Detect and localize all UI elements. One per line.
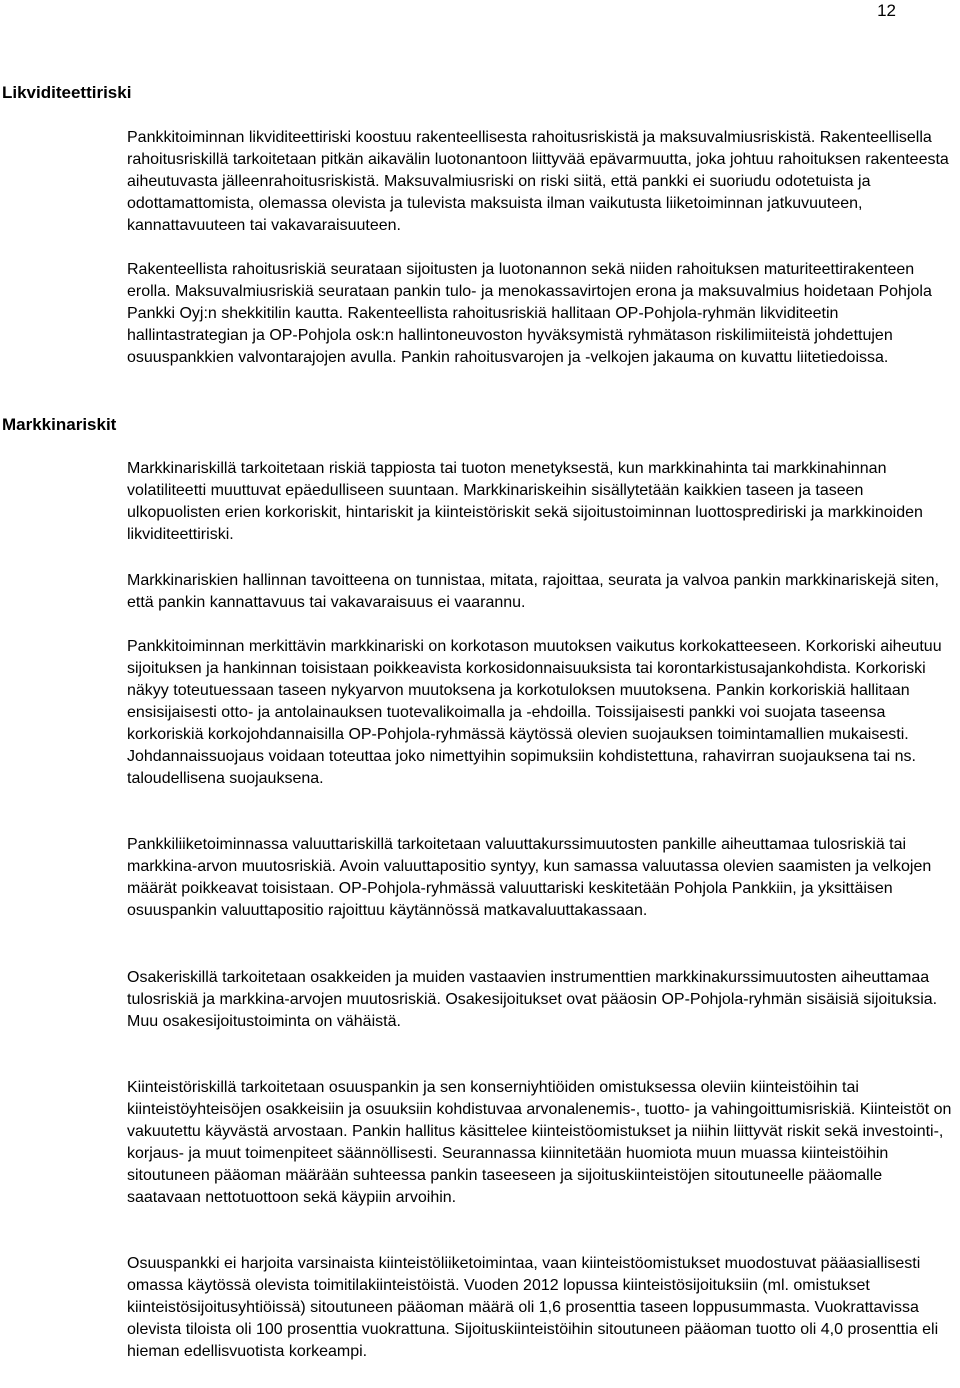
page-number: 12 xyxy=(877,1,896,20)
paragraph xyxy=(127,834,959,922)
paragraph xyxy=(127,636,959,790)
paragraph-text: Pankkitoiminnan merkittävin markkinariski on korkotason muutoksen vaikutus korkokatteeseen. Korkoriski aiheutuu sijoituksen ja hankinnan toisistaan poikkeavista korkosidonnaisuuksista tai korontarkistusajankohdista. Korkoriski näkyy toteutuessaan taseen nykyarvon muutoksena ja korkotuloksen muutoksena. Pankin korkoriskiä hallitaan ensisijaisesti otto- ja antolainauksen tuotevalikoimalla ja -ehdoilla. Toissijaisesti pankki voi suojata taseensa korkoriskiä korkojohdannaisilla OP-Pohjola-ryhmässä käytössä olevien suojauksen toimintamallien mukaisesti. Johdannaissuojaus voidaan toteuttaa joko nimettyihin sopimuksiin kohdistettuna, rahavirran suojauksena tai ns. taloudellisena suojauksena. xyxy=(127,638,942,787)
paragraph-text: Osakeriskillä tarkoitetaan osakkeiden ja muiden vastaavien instrumenttien markkinakurssimuutosten aiheuttamaa tulosriskiä ja markkina-arvojen muutosriskiä. Osakesijoitukset ovat pääosin OP-Pohjola-ryhmän sisäisiä sijoituksia. Muu osakesijoitustoiminta on vähäistä. xyxy=(127,969,938,1030)
paragraph-text: Markkinariskien hallinnan tavoitteena on tunnistaa, mitata, rajoittaa, seurata ja valvoa pankin markkinariskejä siten, että pankin kannattavuus tai vakavaraisuus ei vaarannu. xyxy=(127,572,939,611)
paragraph xyxy=(127,127,959,237)
paragraph-text: Markkinariskillä tarkoitetaan riskiä tappiosta tai tuoton menetyksestä, kun markkinahinta tai markkinahinnan volatiliteetti muuttuvat epäedulliseen suuntaan. Markkinariskeihin sisällytetään kaikkien taseen ja taseen ulkopuolisten erien korkoriskit, hintariskit ja kiinteistöriskit sekä sijoitustoiminnan luottosprediriski ja markkinoiden likviditeettiriski. xyxy=(127,460,923,543)
paragraph xyxy=(127,259,959,369)
paragraph xyxy=(127,1253,959,1363)
paragraph xyxy=(127,458,959,546)
paragraph-text: Osuuspankki ei harjoita varsinaista kiinteistöliiketoimintaa, vaan kiinteistöomistukset muodostuvat pääasiallisesti omassa käytössä olevista toimitilakiinteistöistä. Vuoden 2012 lopussa kiinteistösijoituksiin (ml. omistukset kiinteistösijoitusyhtiöissä) sitoutuneen pääoman määrä oli 1,6 prosenttia taseen loppusummasta. Vuokrattavissa olevista tiloista oli 100 prosenttia vuokrattuna. Sijoituskiinteistöihin sitoutuneen pääoman tuotto oli 4,0 prosenttia eli hieman edellisvuotista korkeampi. xyxy=(127,1255,939,1360)
paragraph-text: Pankkiliiketoiminnassa valuuttariskillä tarkoitetaan valuuttakurssimuutosten pankille aiheuttamaa tulosriskiä tai markkina-arvon muutosriskiä. Avoin valuuttapositio syntyy, kun samassa valuutassa olevien saamisten ja velkojen määrät poikkeavat toisistaan. OP-Pohjola-ryhmässä valuuttariski keskitetään Pohjola Pankkiin, ja yksittäisen osuuspankin valuuttapositio rajoittuu käytännössä matkavaluuttakassaan. xyxy=(127,836,932,919)
section-heading-likviditeettiriski: Likviditeettiriski xyxy=(2,83,132,102)
paragraph-text: Pankkitoiminnan likviditeettiriski koostuu rakenteellisesta rahoitusriskistä ja maksuvalmiusriskistä. Rakenteellisella rahoitusriskillä tarkoitetaan pitkän aikavälin luotonantoon liittyvää epävarmuutta, joka johtuu rahoituksen rakenteesta aiheutuvasta jälleenrahoitusriskistä. Maksuvalmiusriski on riski siitä, että pankki ei suoriudu odotetuista ja odottamattomista, olemassa olevista ja tulevista maksuista ilman vaikutusta liiketoiminnan jatkuvuuteen, kannattavuuteen tai vakavaraisuuteen. xyxy=(127,129,949,234)
paragraph-text: Kiinteistöriskillä tarkoitetaan osuuspankin ja sen konserniyhtiöiden omistuksessa oleviin kiinteistöihin tai kiinteistöyhteisöjen osakkeisiin ja osuuksiin kohdistuvaa arvonalenemis-, tuotto- ja vahingoittumisriskiä. Kiinteistöt on vakuutettu käyvästä arvostaan. Pankin hallitus käsittelee kiinteistöomistukset ja niihin liittyvät riskit sekä investointi-, korjaus- ja muut toimenpiteet säännöllisesti. Seurannassa kiinnitetään huomiota muun muassa kiinteistöihin sitoutuneen pääoman määrään suhteessa pankin taseeseen ja sijoituskiinteistöjen sitoutuneelle pääomalle saatavaan nettotuottoon sekä käypiin arvoihin. xyxy=(127,1079,952,1206)
paragraph xyxy=(127,967,959,1033)
section-heading-markkinariskit: Markkinariskit xyxy=(2,415,117,434)
paragraph xyxy=(127,570,959,614)
paragraph xyxy=(127,1077,959,1209)
paragraph-text: Rakenteellista rahoitusriskiä seurataan sijoitusten ja luotonannon sekä niiden rahoituksen maturiteettirakenteen erolla. Maksuvalmiusriskiä seurataan pankin tulo- ja menokassavirtojen erona ja maksuvalmius hoidetaan Pohjola Pankki Oyj:n shekkitilin kautta. Rakenteellista rahoitusriskiä hallitaan OP-Pohjola-ryhmän likviditeetin hallintastrategian ja OP-Pohjola osk:n hallintoneuvoston hyväksymistä ryhmätason riskilimiiteistä johdettujen osuuspankkien valvontarajojen avulla. Pankin rahoitusvarojen ja -velkojen jakauma on kuvattu liitetiedoissa. xyxy=(127,261,932,366)
